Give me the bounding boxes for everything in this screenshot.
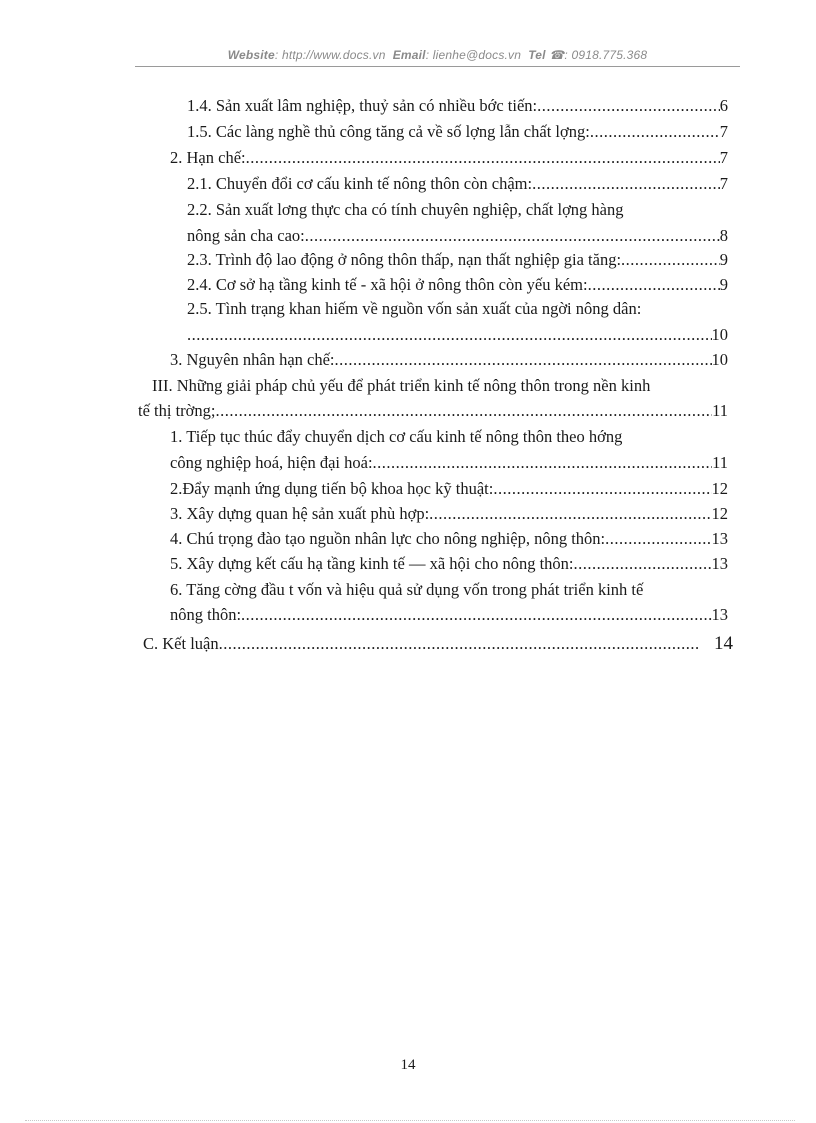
toc-entry-title: 2.5. Tình trạng khan hiếm về nguồn vốn sản xuất của ngời nông dân: [187,299,642,318]
toc-entry-title: 2.4. Cơ sở hạ tầng kinh tế - xã hội ở nông thôn còn yếu kém: [187,275,588,294]
toc-entry [187,299,728,319]
toc-entry-page: 7 [719,122,728,141]
toc-entry-title: 4. Chú trọng đào tạo nguồn nhân lực cho nông nghiệp, nông thôn: [170,529,606,548]
toc-entry [170,350,728,370]
toc-entry-page: 7 [719,148,728,167]
page-header [135,48,740,62]
toc-entry [138,401,728,421]
toc-entry-title: nông thôn: [170,605,242,624]
toc-entry-title: tế thị trờng; [138,401,216,420]
page-number: 14 [400,1057,416,1073]
toc-entry-page: 13 [711,529,728,548]
toc-entry [170,148,728,168]
toc-leader [621,250,720,270]
toc-entry [170,554,728,574]
toc-entry [170,479,728,499]
toc-entry [143,634,733,654]
toc-entry [187,325,728,345]
toc-entry-page: 14 [714,633,733,654]
toc-entry [170,529,728,549]
toc-entry-title: III. Những giải pháp chủ yếu để phát triển kinh tế nông thôn trong nền kinh [152,376,651,395]
email-value: : lienhe@docs.vn [425,48,522,62]
toc-entry [152,376,730,396]
toc-leader [215,401,712,421]
phone-icon: ☎ [549,48,565,62]
toc-entry [187,250,728,270]
toc-leader [246,148,720,168]
toc-leader [429,504,711,524]
toc-entry-title: 2.Đẩy mạnh ứng dụng tiến bộ khoa học kỹ thuật: [170,479,494,498]
toc-entry-title: 2.1. Chuyển đổi cơ cấu kinh tế nông thôn còn chậm: [187,174,533,193]
toc-entry-title: 3. Nguyên nhân hạn chế: [170,350,335,369]
toc-entry-page: 6 [719,96,728,115]
toc-entry-page: 11 [712,401,728,420]
toc-entry-title: nông sản cha cao: [187,226,305,245]
toc-entry-page: 8 [719,226,728,245]
toc-leader [588,275,720,295]
toc-entry [187,200,728,220]
toc-leader [532,174,720,194]
toc-entry-title: 3. Xây dựng quan hệ sản xuất phù hợp: [170,504,430,523]
tel-label: Tel [528,48,546,62]
toc-leader [590,122,720,142]
toc-entry-page: 12 [711,504,728,523]
toc-entry [187,122,728,142]
page-bottom-border [25,1120,795,1121]
toc-entry-page: 9 [719,275,728,294]
toc-entry [187,174,728,194]
toc-entry-page: 7 [719,174,728,193]
toc-entry-title: 5. Xây dựng kết cấu hạ tầng kinh tế — xã hội cho nông thôn: [170,554,574,573]
tel-value: : 0918.775.368 [564,48,648,62]
toc-leader [187,325,712,345]
toc-entry [187,226,728,246]
toc-entry-title: 1.5. Các làng nghề thủ công tăng cả về số lợng lẫn chất lợng: [187,122,590,141]
website-value: : http://www.docs.vn [274,48,386,62]
toc-entry [170,453,728,473]
toc-entry [187,275,728,295]
toc-entry-title: 2. Hạn chế: [170,148,246,167]
toc-entry [170,504,728,524]
header-divider [135,66,740,67]
toc-leader [335,350,712,370]
toc-entry [170,580,740,600]
toc-entry-page: 13 [711,605,728,624]
toc-entry [187,96,728,116]
toc-leader [537,96,720,116]
toc-leader [574,554,712,574]
toc-leader [219,634,700,654]
toc-entry-title: 2.3. Trình độ lao động ở nông thôn thấp, nạn thất nghiệp gia tăng: [187,250,622,269]
toc-entry [170,427,730,447]
toc-entry-page: 9 [719,250,728,269]
toc-entry [170,605,728,625]
toc-leader [373,453,713,473]
toc-entry-title: 6. Tăng cờng đầu t vốn và hiệu quả sử dụng vốn trong phát triển kinh tế [170,580,644,599]
toc-entry-title: 1.4. Sản xuất lâm nghiệp, thuỷ sản có nhiều bớc tiến: [187,96,538,115]
toc-entry-title: 2.2. Sản xuất lơng thực cha có tính chuyên nghiệp, chất lợng hàng [187,200,624,219]
toc-entry-page: 13 [711,554,728,573]
toc-entry-title: 1. Tiếp tục thúc đẩy chuyển dịch cơ cấu kinh tế nông thôn theo hớng [170,427,623,446]
toc-entry-page: 10 [711,350,728,369]
website-label: Website [227,48,275,62]
toc-entry-page: 12 [711,479,728,498]
toc-leader [305,226,720,246]
toc-leader [605,529,711,549]
toc-entry-title: công nghiệp hoá, hiện đại hoá: [170,453,373,472]
toc-entry-page: 10 [711,325,728,344]
email-label: Email [392,48,426,62]
toc-leader [241,605,711,625]
toc-entry-page: 11 [712,453,728,472]
toc-leader [493,479,711,499]
toc-entry-title: C. Kết luận [143,634,219,653]
